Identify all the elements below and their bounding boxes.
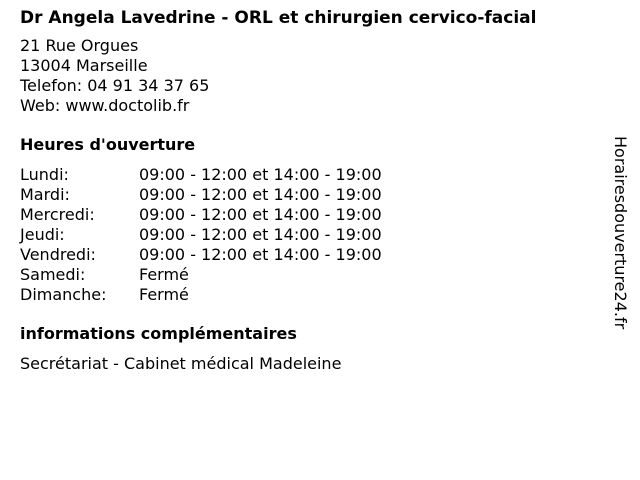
day-hours: 09:00 - 12:00 et 14:00 - 19:00 <box>139 225 382 244</box>
site-brand-vertical: Horairesdouverture24.fr <box>611 136 630 330</box>
hours-row-sunday <box>20 285 616 305</box>
phone-number: Telefon: 04 91 34 37 65 <box>20 76 210 95</box>
day-label: Jeudi: <box>20 225 65 244</box>
hours-table <box>20 165 616 305</box>
contact-block <box>20 36 616 116</box>
page-title: Dr Angela Lavedrine - ORL et chirurgien cervico-facial <box>20 8 537 28</box>
day-label: Dimanche: <box>20 285 107 304</box>
day-label: Vendredi: <box>20 245 96 264</box>
day-label: Samedi: <box>20 265 86 284</box>
day-hours: Fermé <box>139 285 189 304</box>
hours-row-wednesday <box>20 205 616 225</box>
day-hours: 09:00 - 12:00 et 14:00 - 19:00 <box>139 165 382 184</box>
info-text: Secrétariat - Cabinet médical Madeleine <box>20 354 342 373</box>
day-label: Lundi: <box>20 165 69 184</box>
city-address: 13004 Marseille <box>20 56 148 75</box>
hours-row-saturday <box>20 265 616 285</box>
day-hours: Fermé <box>139 265 189 284</box>
website: Web: www.doctolib.fr <box>20 96 190 115</box>
hours-row-thursday <box>20 225 616 245</box>
info-heading: informations complémentaires <box>20 324 297 343</box>
day-label: Mercredi: <box>20 205 95 224</box>
day-hours: 09:00 - 12:00 et 14:00 - 19:00 <box>139 205 382 224</box>
hours-row-friday <box>20 245 616 265</box>
hours-row-tuesday <box>20 185 616 205</box>
street-address: 21 Rue Orgues <box>20 36 139 55</box>
day-hours: 09:00 - 12:00 et 14:00 - 19:00 <box>139 185 382 204</box>
listing-content <box>20 8 616 374</box>
day-label: Mardi: <box>20 185 70 204</box>
day-hours: 09:00 - 12:00 et 14:00 - 19:00 <box>139 245 382 264</box>
hours-heading: Heures d'ouverture <box>20 135 196 154</box>
hours-row-monday <box>20 165 616 185</box>
